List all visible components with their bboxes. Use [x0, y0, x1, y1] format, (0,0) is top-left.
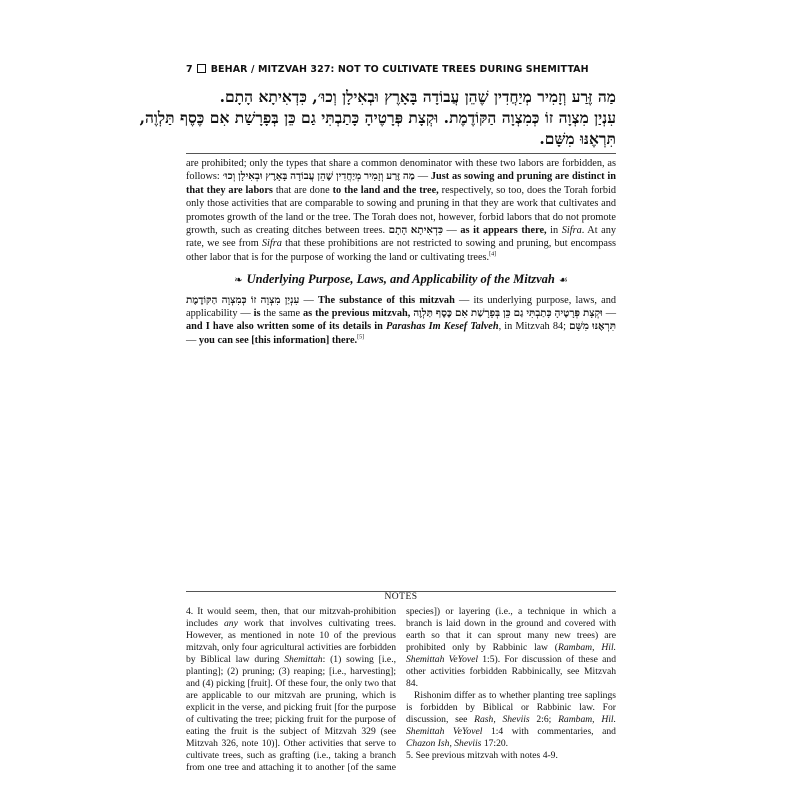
text-run: — its underlying purpose, laws, and applicability —	[186, 294, 616, 320]
text-run: 1:4 with commentaries, and	[482, 726, 616, 737]
italic-term: any	[223, 618, 238, 629]
notes-heading: NOTES	[384, 592, 418, 602]
text-run: —	[414, 171, 431, 183]
italic-term: Rambam, Hil. Shemittah VeYovel	[406, 642, 617, 665]
text-run: 4. It would seem, then, that our mitzvah-prohibition includes	[186, 606, 396, 629]
italic-term: Chazon Ish, Sheviis	[406, 738, 482, 749]
footnotes	[186, 606, 616, 774]
bold-translation: is	[253, 308, 261, 320]
hebrew-quote: כִּדְאִיתָא הָתָם	[388, 225, 443, 237]
hebrew-line: עִנְיַן מִצְוָה זוֹ כְּמִצְוָה הַקּוֹדֶמֶת. וּקְצָת פְּרָטֶיהָ כָּתַבְתִּי גַם כֵּן בְּפָרָשַׁת אִם כֶּסֶף תַּלְוֶה,	[139, 108, 616, 127]
hebrew-quote: וּקְצָת פְּרָטֶיהָ כָּתַבְתִּי גַם כֵּן בְּפָרָשַׁת אִם כֶּסֶף תַּלְוֶה	[413, 308, 603, 320]
text-run: —	[299, 294, 318, 306]
bold-translation: as the previous mitzvah,	[303, 308, 411, 320]
bold-translation: as it appears there,	[460, 225, 547, 237]
bold-translation: you can see [this information] there.	[198, 334, 358, 346]
text-run: work that involves cultivating trees. However, as mentioned in note 10 of the previous mitzvah, only four agricultural activities are forbidden by Biblical law during	[186, 618, 396, 665]
page-number: 7	[186, 64, 193, 75]
italic-term: Parashas Im Kesef Talveh	[386, 321, 499, 333]
text-run: the same	[260, 308, 304, 320]
commentary-paragraph	[186, 157, 616, 264]
text-run: —	[602, 308, 617, 320]
hebrew-line: מַה זֶּרַע וְזָמִיר מְיַחֲדִין שֶׁהֵן עֲבוֹדָה בָּאָרֶץ וּבְאִילָן וְכוּ׳, כִּדְאִיתָא הָתָם.	[219, 87, 616, 106]
hebrew-quote: תִּרְאֶנּוּ מִשָּׁם	[569, 321, 617, 333]
footnote-ref[interactable]: [5]	[357, 334, 365, 341]
footnote-ref[interactable]: [4]	[489, 251, 497, 258]
text-run: Rishonim differ as to whether planting tree saplings is forbidden by Biblical or Rabbinic law. For discussion, see	[406, 690, 616, 725]
hebrew-quote: מַה זֶּרַע וְזָמִיר מְיַחֲדִין שֶׁהֵן עֲבוֹדָה בָּאָרֶץ וּבְאִילָן וְכוּ׳	[222, 171, 415, 183]
commentary-body	[186, 157, 616, 347]
running-header	[186, 64, 616, 75]
italic-term: Rambam, Hil. Shemittah VeYovel	[406, 714, 616, 737]
italic-term: Rash, Sheviis	[474, 714, 530, 725]
footnote: 5. See previous mitzvah with notes 4-9.	[406, 750, 558, 761]
text-run: 1:5). For discussion of these and other activities forbidden Rabbinically, see Mitzvah 84.	[406, 654, 616, 689]
footnote	[406, 690, 616, 750]
text-run: respectively, so too, does the Torah forbid only those activities that are comparable to sowing and pruning in that they are work that cultivates and promotes growth of the land or the tree. The Torah does not, however, forbid labors that do not promote growth, such as creating ditches between trees.	[186, 184, 616, 237]
section-heading-text: Underlying Purpose, Laws, and Applicability of the Mitzvah	[246, 272, 555, 287]
text-run: in	[546, 225, 562, 237]
text-run: . At any rate, we see from	[186, 225, 617, 250]
text-run: 2:6;	[529, 714, 559, 725]
hebrew-line: תִּרְאֶנּוּ מִשָּׁם.	[539, 129, 616, 148]
square-icon	[197, 64, 206, 73]
text-run: —	[443, 225, 461, 237]
bold-translation: Just as sowing and pruning are distinct in that they are labors	[186, 171, 617, 196]
section-heading	[186, 273, 616, 287]
italic-term: Shemittah	[284, 654, 323, 665]
commentary-paragraph	[186, 294, 616, 348]
italic-term: Sifra	[561, 225, 582, 237]
italic-term: Sifra	[261, 238, 282, 250]
ornament-icon: ☙	[558, 275, 568, 287]
hebrew-source-text	[139, 86, 616, 149]
bold-translation: The substance of this mitzvah	[317, 294, 455, 306]
text-run: : (1) sowing [i.e., planting]; (2) pruning; (3) reaping; [i.e., harvesting]; and (4) picking [fruit]. Of these four, the only two that are applicable to our mitzvah are pruning, which is explicit in the verse, and picking fruit [for the purpose of cultivating the tree; picking fruit for the purpose of eating the fruit is the subject of Mitzvah 329 (see Mitzvah 326, note 10)]. Other activities that serve to cultivate trees, such as grafting (i.e., taking a branch from one tree and attaching it to another [of the same species]) or layering (i.e., a technique in which a branch is laid down in the ground and covered with earth so that it can sprout many new trees) are prohibited only by Rabbinic law (	[186, 606, 616, 773]
text-run: are prohibited; only the types that share a common denominator with these two labors are forbidden, as follows:	[186, 158, 616, 183]
hebrew-quote: עִנְיַן מִצְוָה זוֹ כְּמִצְוָה הַקּוֹדֶמֶת	[186, 294, 300, 306]
divider	[186, 153, 616, 154]
text-run: , in Mitzvah 84;	[498, 321, 570, 333]
bold-translation: and I have also written some of its details in	[186, 321, 383, 333]
text-run: that these prohibitions are not restricted to sowing and pruning, but encompass other labor that is for the purpose of working the land or cultivating trees.	[186, 238, 616, 263]
text-run: that are done	[272, 184, 333, 196]
ornament-icon: ❧	[234, 275, 243, 287]
text-run: —	[186, 334, 199, 346]
text-run: 17:20.	[481, 738, 509, 749]
header-title: BEHAR / MITZVAH 327: NOT TO CULTIVATE TREES DURING SHEMITTAH	[210, 64, 589, 75]
bold-translation: to the land and the tree,	[332, 184, 439, 196]
